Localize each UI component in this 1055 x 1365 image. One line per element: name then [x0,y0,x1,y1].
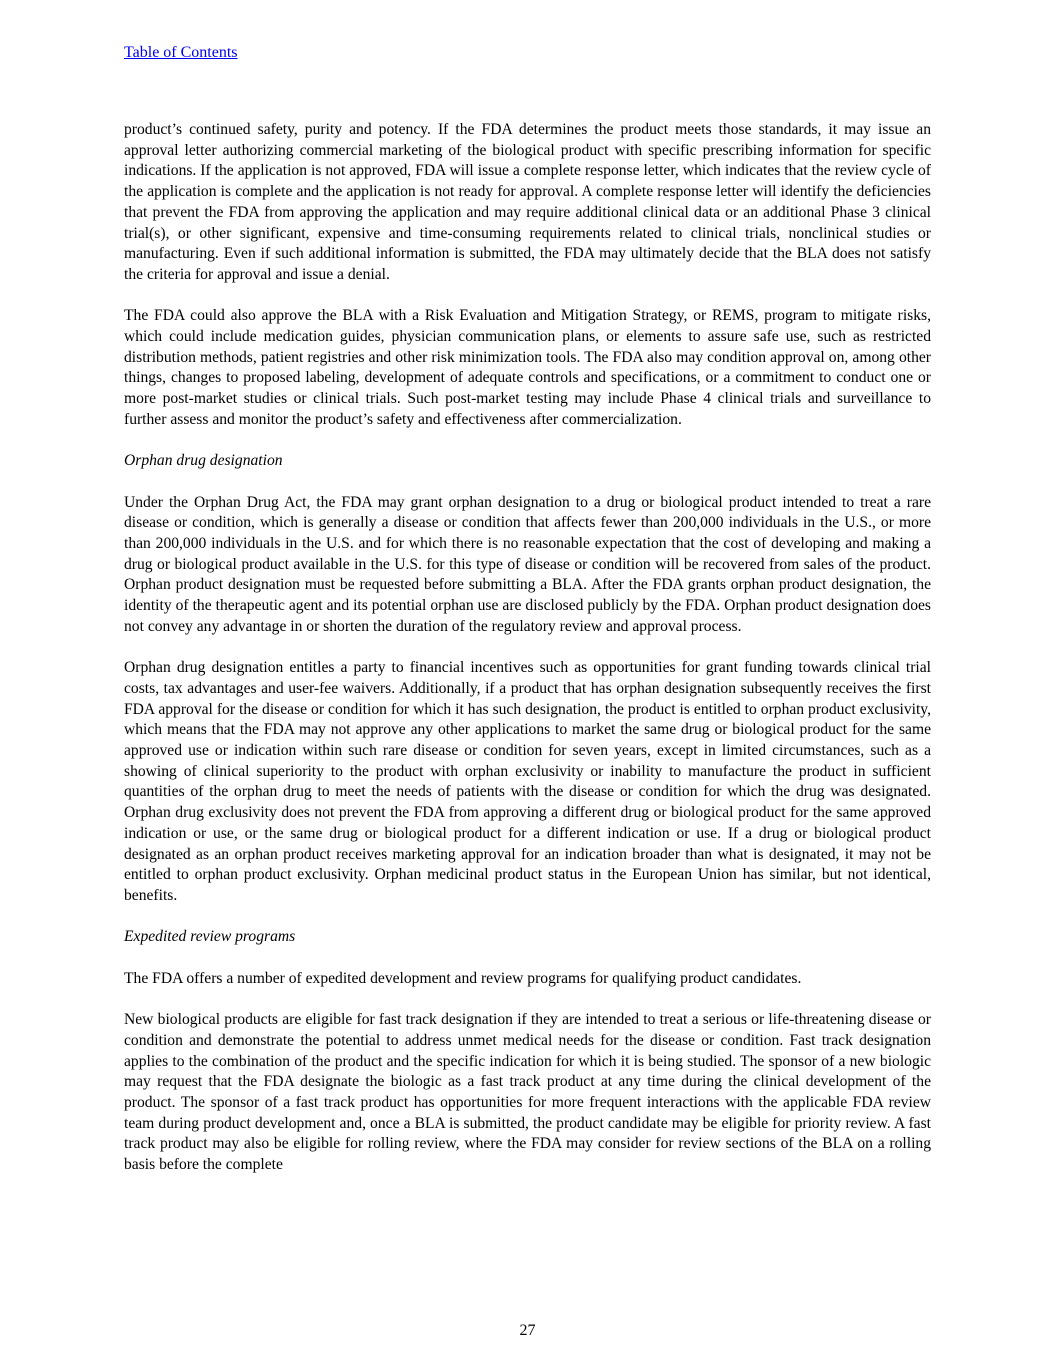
table-of-contents-link[interactable]: Table of Contents [124,44,238,61]
document-body [124,120,931,1196]
paragraph-orphan-drug-act: Under the Orphan Drug Act, the FDA may grant orphan designation to a drug or biological product intended to treat a rare disease or condition, which is generally a disease or condition that affects fewer than 200,000 individuals in the U.S., or more than 200,000 individuals in the U.S. and for which there is no reasonable expectation that the cost of developing and making a drug or biological product available in the U.S. for this type of disease or condition will be recovered from sales of the product. Orphan product designation must be requested before submitting a BLA. After the FDA grants orphan product designation, the identity of the therapeutic agent and its potential orphan use are disclosed publicly by the FDA. Orphan product designation does not convey any advantage in or shorten the duration of the regulatory review and approval process. [124,493,931,635]
paragraph-bla-approval: product’s continued safety, purity and potency. If the FDA determines the product meets those standards, it may issue an approval letter authorizing commercial marketing of the biological product with specific prescribing information for specific indications. If the application is not approved, FDA will issue a complete response letter, which indicates that the review cycle of the application is complete and the application is not ready for approval. A complete response letter will identify the deficiencies that prevent the FDA from approving the application and may require additional clinical data or an additional Phase 3 clinical trial(s), or other significant, expensive and time-consuming requirements related to clinical trials, nonclinical studies or manufacturing. Even if such additional information is submitted, the FDA may ultimately decide that the BLA does not satisfy the criteria for approval and issue a denial. [124,121,931,283]
paragraph-rems: The FDA could also approve the BLA with a Risk Evaluation and Mitigation Strategy, or REMS, program to mitigate risks, which could include medication guides, physician communication plans, or elements to assure safe use, such as restricted distribution methods, patient registries and other risk minimization tools. The FDA also may condition approval on, among other things, changes to proposed labeling, development of adequate controls and specifications, or a commitment to conduct one or more post-market studies or clinical trials. Such post-market testing may include Phase 4 clinical trials and surveillance to further assess and monitor the product’s safety and effectiveness after commercialization. [124,307,931,428]
paragraph-fast-track: New biological products are eligible for fast track designation if they are intended to treat a serious or life-threatening disease or condition and demonstrate the potential to address unmet medical needs for the disease or condition. Fast track designation applies to the combination of the product and the specific indication for which it is being studied. The sponsor of a new biologic may request that the FDA designate the biologic as a fast track product at any time during the clinical development of the product. The sponsor of a fast track product has opportunities for more frequent interactions with the applicable FDA review team during product development and, once a BLA is submitted, the product candidate may be eligible for priority review. A fast track product may also be eligible for rolling review, where the FDA may consider for review sections of the BLA on a rolling basis before the complete [124,1011,931,1174]
page-number: 27 [519,1322,536,1339]
paragraph-orphan-incentives: Orphan drug designation entitles a party to financial incentives such as opportunities for grant funding towards clinical trial costs, tax advantages and user-fee waivers. Additionally, if a product that has orphan designation subsequently receives the first FDA approval for the disease or condition for which it has such designation, the product is entitled to orphan product exclusivity, which means that the FDA may not approve any other applications to market the same drug or biological product for the same approved use or indication within such rare disease or condition for seven years, except in limited circumstances, such as a showing of clinical superiority to the product with orphan exclusivity or inability to manufacture the product in sufficient quantities of the orphan drug to meet the needs of patients with the disease or condition for which the drug was designated. Orphan drug exclusivity does not prevent the FDA from approving a different drug or biological product for the same approved indication or use, or the same drug or biological product for a different indication or use. If a drug or biological product designated as an orphan product receives marketing approval for an indication broader than what is designated, it may not be entitled to orphan product exclusivity. Orphan medicinal product status in the European Union has similar, but not identical, benefits. [124,659,931,904]
paragraph-expedited-intro: The FDA offers a number of expedited development and review programs for qualifying product candidates. [124,969,802,987]
heading-orphan-drug-designation: Orphan drug designation [124,452,283,470]
heading-expedited-review-programs: Expedited review programs [124,928,296,946]
